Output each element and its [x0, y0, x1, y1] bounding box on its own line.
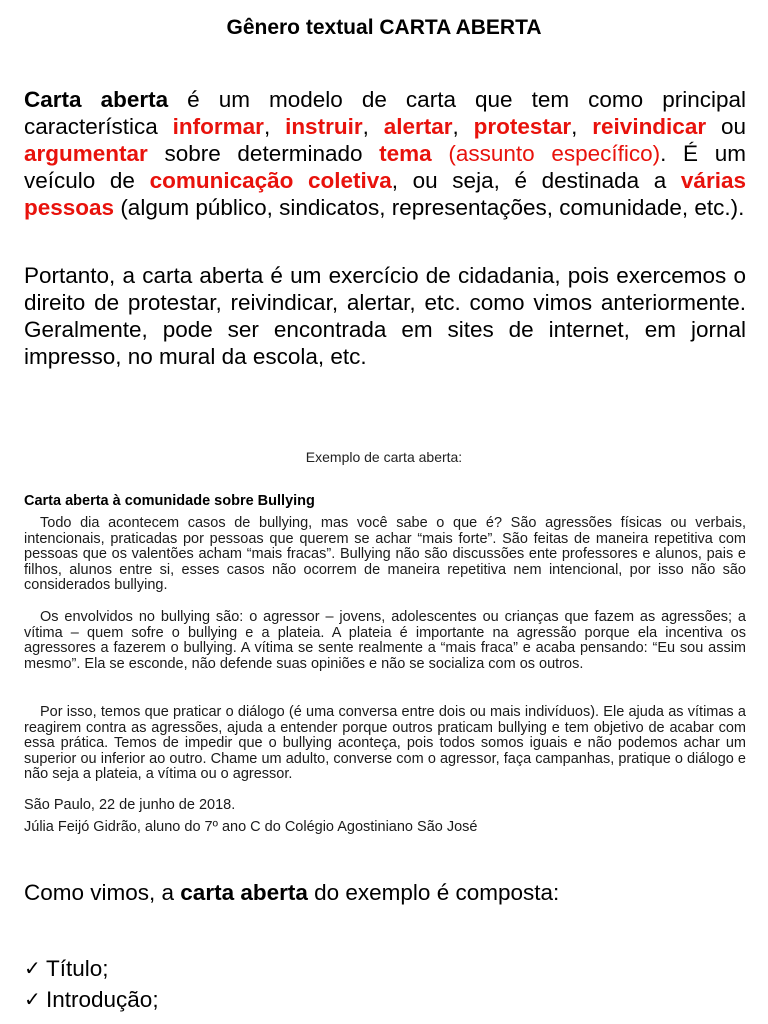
letter-paragraph: Todo dia acontecem casos de bullying, mas você sabe o que é? São agressões físicas ou verbais, intencionais, praticadas por pessoas que querem se achar “mais forte”. São feitas de maneira repetitiva com pessoas que os valentões acham “mais fracas”. Bullying não são discussões ente professores e alunos, pais e filhos, alunos entre si, esses casos não ocorrem de maneira repetitiva nem intencional, por isso não são considerados bullying.	[24, 515, 746, 594]
text-run: (algum público, sindicatos, representações, comunidade, etc.).	[114, 195, 745, 220]
highlight-term: protestar	[473, 114, 572, 139]
check-icon: ✓	[24, 988, 41, 1011]
highlight-note: (assunto específico)	[431, 141, 661, 166]
text-run: ,	[452, 114, 474, 139]
highlight-term: reivindicar	[592, 114, 707, 139]
text-run: . É um veículo de	[24, 141, 746, 193]
highlight-term: tema	[379, 141, 432, 166]
text-run: ,	[263, 114, 286, 139]
text-run: é um modelo de carta que tem como principal característica	[24, 87, 747, 139]
letter-place-date: São Paulo, 22 de junho de 2018.	[24, 797, 236, 813]
composition-checklist	[24, 953, 159, 1015]
checklist-item	[24, 984, 159, 1015]
closing-text-before: Como vimos, a	[24, 880, 181, 905]
intro-paragraph-2: Portanto, a carta aberta é um exercício de cidadania, pois exercemos o direito de protestar, reivindicar, alertar, etc. como vimos anteriormente. Geralmente, pode ser encontrada em sites de internet, em jornal impresso, no mural da escola, etc.	[24, 263, 746, 369]
checklist-item	[24, 953, 159, 984]
checklist-item-label: Introdução;	[46, 986, 159, 1012]
example-caption: Exemplo de carta aberta:	[305, 449, 463, 465]
page-title: Gênero textual CARTA ABERTA	[226, 16, 542, 39]
closing-sentence	[24, 880, 559, 906]
highlight-term: comunicação coletiva	[149, 168, 392, 193]
highlight-term: várias pessoas	[24, 168, 746, 220]
highlight-term: alertar	[383, 114, 453, 139]
text-run: ,	[362, 114, 384, 139]
highlight-term: argumentar	[24, 141, 148, 166]
text-run: , ou seja, é destinada a	[391, 168, 681, 193]
check-icon: ✓	[24, 957, 41, 980]
letter-signature: Júlia Feijó Gidrão, aluno do 7º ano C do Colégio Agostiniano São José	[24, 819, 478, 835]
intro-paragraph	[24, 86, 746, 221]
highlight-term: informar	[172, 114, 264, 139]
term-bold: Carta aberta	[24, 87, 169, 112]
letter-paragraph: Os envolvidos no bullying são: o agressor – jovens, adolescentes ou crianças que fazem as agressões; a vítima – quem sofre o bullying e a plateia. A plateia é importante na agressão porque ela incentiva os agressores a fazerem o bullying. A vítima se sente realmente a “mais fraca” e acaba pensando: “Eu sou assim mesmo”. Ela se esconde, não defende suas opiniões e não se socializa com os outros.	[24, 609, 746, 672]
closing-text-after: do exemplo é composta:	[307, 880, 560, 905]
text-run: sobre determinado	[147, 141, 380, 166]
text-run: ,	[571, 114, 593, 139]
highlight-term: instruir	[285, 114, 363, 139]
letter-title: Carta aberta à comunidade sobre Bullying	[24, 493, 315, 509]
letter-paragraph: Por isso, temos que praticar o diálogo (é uma conversa entre dois ou mais indivíduos). Ele ajuda as vítimas a reagirem contra as agressões, ajuda a entender porque outros praticam bullying e tem objetivo de acabar com essa prática. Temos de impedir que o bullying aconteça, pois todos somos iguais e não podemos achar um superior ou inferior ao outro. Chame um adulto, converse com o agressor, faça campanhas, pratique o diálogo e não seja a plateia, a vítima ou o agressor.	[24, 704, 746, 783]
text-run: ou	[706, 114, 746, 139]
closing-text-bold: carta aberta	[180, 880, 308, 905]
checklist-item-label: Título;	[46, 955, 109, 981]
